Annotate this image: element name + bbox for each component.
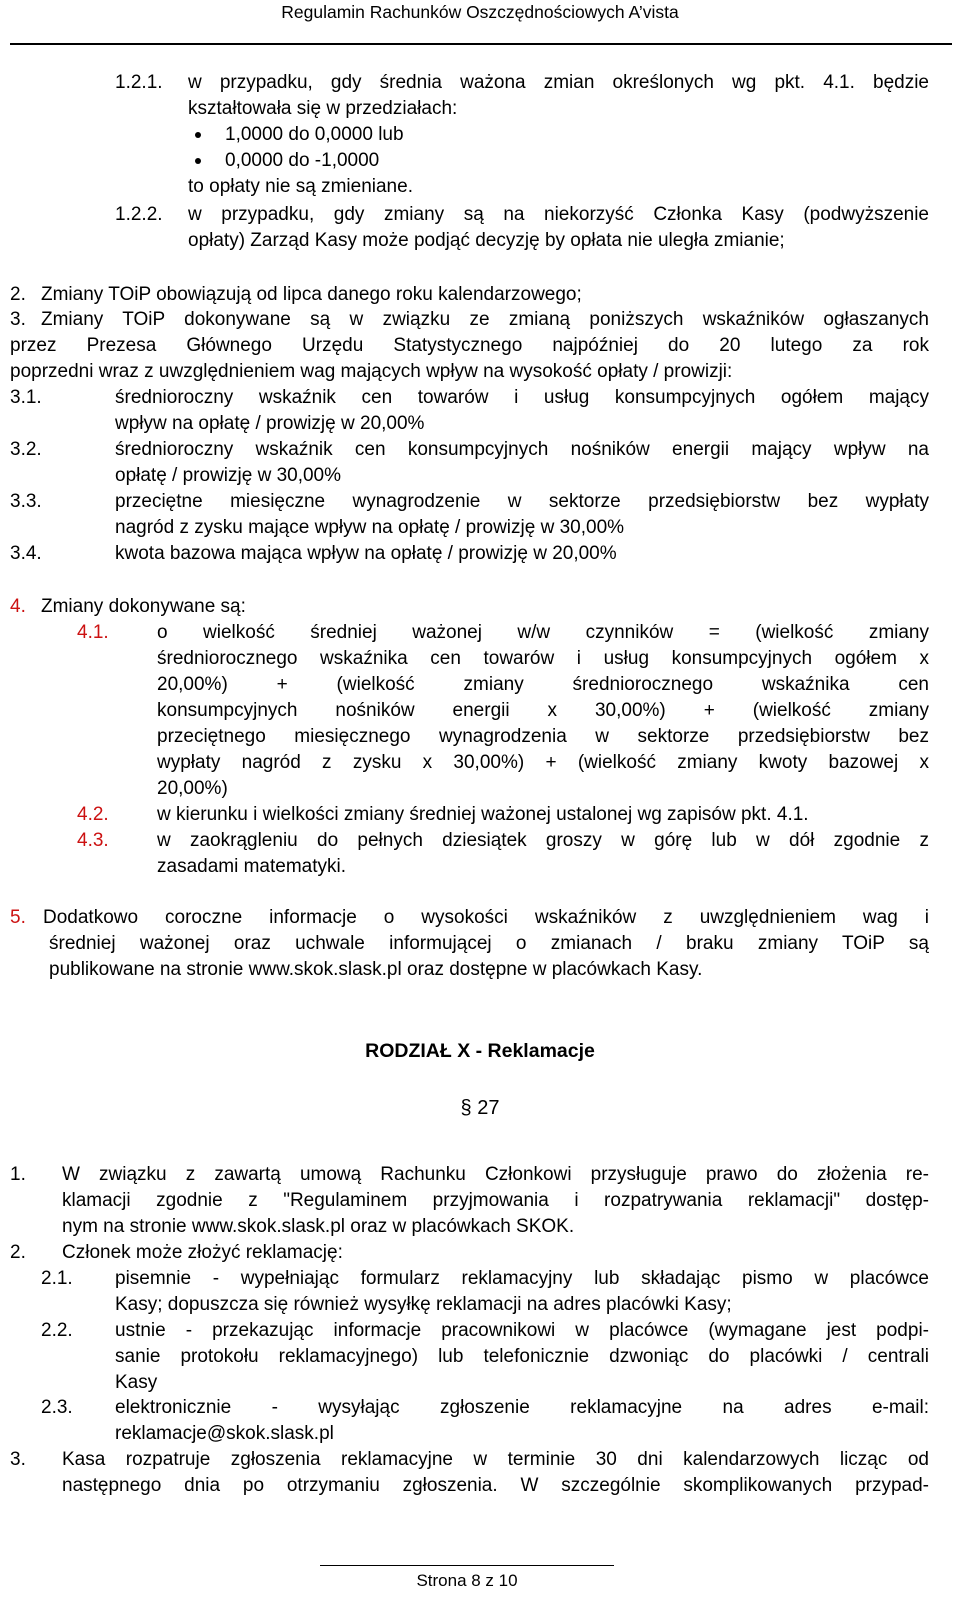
item-4-3-line1: w zaokrągleniu do pełnych dziesiątek groszy w górę lub w dół zgodnie z [157, 830, 929, 851]
p27-item-2-3-line1: elektronicznie - wysyłając zgłoszenie reklamacyjne na adres e-mail: [115, 1397, 929, 1418]
item-4-1-line: przeciętnego miesięcznego wynagrodzenia w sektorze przedsiębiorstw bez [157, 726, 929, 747]
item-3-line1: Zmiany TOiP dokonywane są w związku ze zmianą poniższych wskaźników ogłaszanych [41, 309, 929, 330]
p27-item-1-number: 1. [10, 1164, 26, 1185]
item-5-line1: Dodatkowo coroczne informacje o wysokości wskaźników z uwzględnieniem wag i [43, 907, 929, 928]
paragraph-number: § 27 [460, 1097, 500, 1119]
item-2-text: Zmiany TOiP obowiązują od lipca danego roku kalendarzowego; [41, 284, 582, 305]
item-3-1-line2: wpływ na opłatę / prowizję w 20,00% [115, 413, 425, 434]
item-4-1-line: o wielkość średniej ważonej w/w czynników = (wielkość zmiany [157, 622, 929, 643]
item-5-line3: publikowane na stronie www.skok.slask.pl oraz dostępne w placówkach Kasy. [49, 959, 703, 980]
p27-item-2-3-number: 2.3. [41, 1397, 73, 1418]
bullet-range-2: 0,0000 do -1,0000 [225, 150, 380, 171]
item-4-2-number: 4.2. [77, 804, 109, 825]
item-5-line2: średniej ważonej oraz uchwale informującej o zmianach / braku zmiany TOiP są [49, 933, 929, 954]
bullet-range-1: 1,0000 do 0,0000 lub [225, 124, 404, 145]
p27-item-2-3-email: reklamacje@skok.slask.pl [115, 1423, 334, 1444]
chapter-title: RODZIAŁ X - Reklamacje [365, 1040, 595, 1062]
item-4-text: Zmiany dokonywane są: [41, 596, 246, 617]
item-3-4-line1: kwota bazowa mająca wpływ na opłatę / prowizję w 20,00% [115, 543, 617, 564]
p27-item-2-2-line2: sanie protokołu reklamacyjnego) lub telefonicznie dzwoniąc do placówki / centrali [115, 1346, 929, 1367]
p27-item-2-number: 2. [10, 1242, 26, 1263]
item-4-1-line: średniorocznego wskaźnika cen towarów i usług konsumpcyjnych ogółem x [157, 648, 929, 669]
p27-item-1-line1: W związku z zawartą umową Rachunku Członkowi przysługuje prawo do złożenia re- [62, 1164, 929, 1185]
item-3-number: 3. [10, 309, 26, 330]
footer-divider [320, 1565, 614, 1566]
item-3-2-line2: opłatę / prowizję w 30,00% [115, 465, 342, 486]
header-divider [10, 43, 952, 45]
p27-item-3-line2: następnego dnia po otrzymaniu zgłoszenia. W szczególnie skomplikowanych przypad- [62, 1475, 929, 1496]
item-1-2-2-number: 1.2.2. [115, 204, 163, 225]
item-1-2-2-line2: opłaty) Zarząd Kasy może podjąć decyzję by opłata nie uległa zmianie; [188, 230, 785, 251]
p27-item-3-line1: Kasa rozpatruje zgłoszenia reklamacyjne w terminie 30 dni kalendarzowych licząc od [62, 1449, 929, 1470]
page-header-title: Regulamin Rachunków Oszczędnościowych A’vista [281, 2, 679, 22]
item-5-number: 5. [10, 907, 26, 928]
item-4-1-line: 20,00%) [157, 778, 228, 799]
item-1-2-1-line1: w przypadku, gdy średnia ważona zmian określonych wg pkt. 4.1. będzie [188, 72, 929, 93]
p27-item-2-text: Członek może złożyć reklamację: [62, 1242, 343, 1263]
item-3-1-number: 3.1. [10, 387, 42, 408]
item-3-2-line1: średnioroczny wskaźnik cen konsumpcyjnych nośników energii mający wpływ na [115, 439, 929, 460]
bullet-icon [195, 132, 201, 138]
item-4-3-line2: zasadami matematyki. [157, 856, 347, 877]
p27-item-3-number: 3. [10, 1449, 26, 1470]
item-4-1-line: wypłaty nagród z zysku x 30,00%) + (wielkość zmiany kwoty bazowej x [157, 752, 929, 773]
item-3-2-number: 3.2. [10, 439, 42, 460]
p27-item-2-1-line2: Kasy; dopuszcza się również wysyłkę reklamacji na adres placówki Kasy; [115, 1294, 732, 1315]
item-4-2-text: w kierunku i wielkości zmiany średniej ważonej ustalonej wg zapisów pkt. 4.1. [157, 804, 809, 825]
item-3-line2: przez Prezesa Głównego Urzędu Statystycznego najpóźniej do 20 lutego za rok [10, 335, 929, 356]
page-number: Strona 8 z 10 [416, 1571, 518, 1590]
item-4-1-number: 4.1. [77, 622, 109, 643]
item-3-3-number: 3.3. [10, 491, 42, 512]
item-2-number: 2. [10, 284, 26, 305]
item-3-1-line1: średnioroczny wskaźnik cen towarów i usług konsumpcyjnych ogółem mający [115, 387, 929, 408]
item-1-2-1-line2: kształtowała się w przedziałach: [188, 98, 458, 119]
p27-item-2-1-line1: pisemnie - wypełniając formularz reklamacyjny lub składając pismo w placówce [115, 1268, 929, 1289]
p27-item-2-2-line1: ustnie - przekazując informacje pracownikowi w placówce (wymagane jest podpi- [115, 1320, 929, 1341]
p27-item-1-line2: klamacji zgodnie z "Regulaminem przyjmowania i rozpatrywania reklamacji" dostęp- [62, 1190, 929, 1211]
bullet-icon [195, 158, 201, 164]
item-3-3-line2: nagród z zysku mające wpływ na opłatę / prowizję w 30,00% [115, 517, 625, 538]
item-4-number: 4. [10, 596, 26, 617]
p27-item-1-line3: nym na stronie www.skok.slask.pl oraz w placówkach SKOK. [62, 1216, 575, 1237]
item-4-1-line: konsumpcyjnych nośników energii x 30,00%) + (wielkość zmiany [157, 700, 929, 721]
item-4-3-number: 4.3. [77, 830, 109, 851]
item-1-2-2-line1: w przypadku, gdy zmiany są na niekorzyść Członka Kasy (podwyższenie [188, 204, 929, 225]
p27-item-2-2-number: 2.2. [41, 1320, 73, 1341]
item-3-3-line1: przeciętne miesięczne wynagrodzenie w sektorze przedsiębiorstw bez wypłaty [115, 491, 929, 512]
item-1-2-1-conclusion: to opłaty nie są zmieniane. [188, 176, 413, 197]
item-4-1-line: 20,00%) + (wielkość zmiany średniorocznego wskaźnika cen [157, 674, 929, 695]
item-3-4-number: 3.4. [10, 543, 42, 564]
item-3-line3: poprzedni wraz z uwzględnieniem wag mających wpływ na wysokość opłaty / prowizji: [10, 361, 733, 382]
p27-item-2-1-number: 2.1. [41, 1268, 73, 1289]
item-1-2-1-number: 1.2.1. [115, 72, 163, 93]
p27-item-2-2-line3: Kasy [115, 1372, 158, 1393]
